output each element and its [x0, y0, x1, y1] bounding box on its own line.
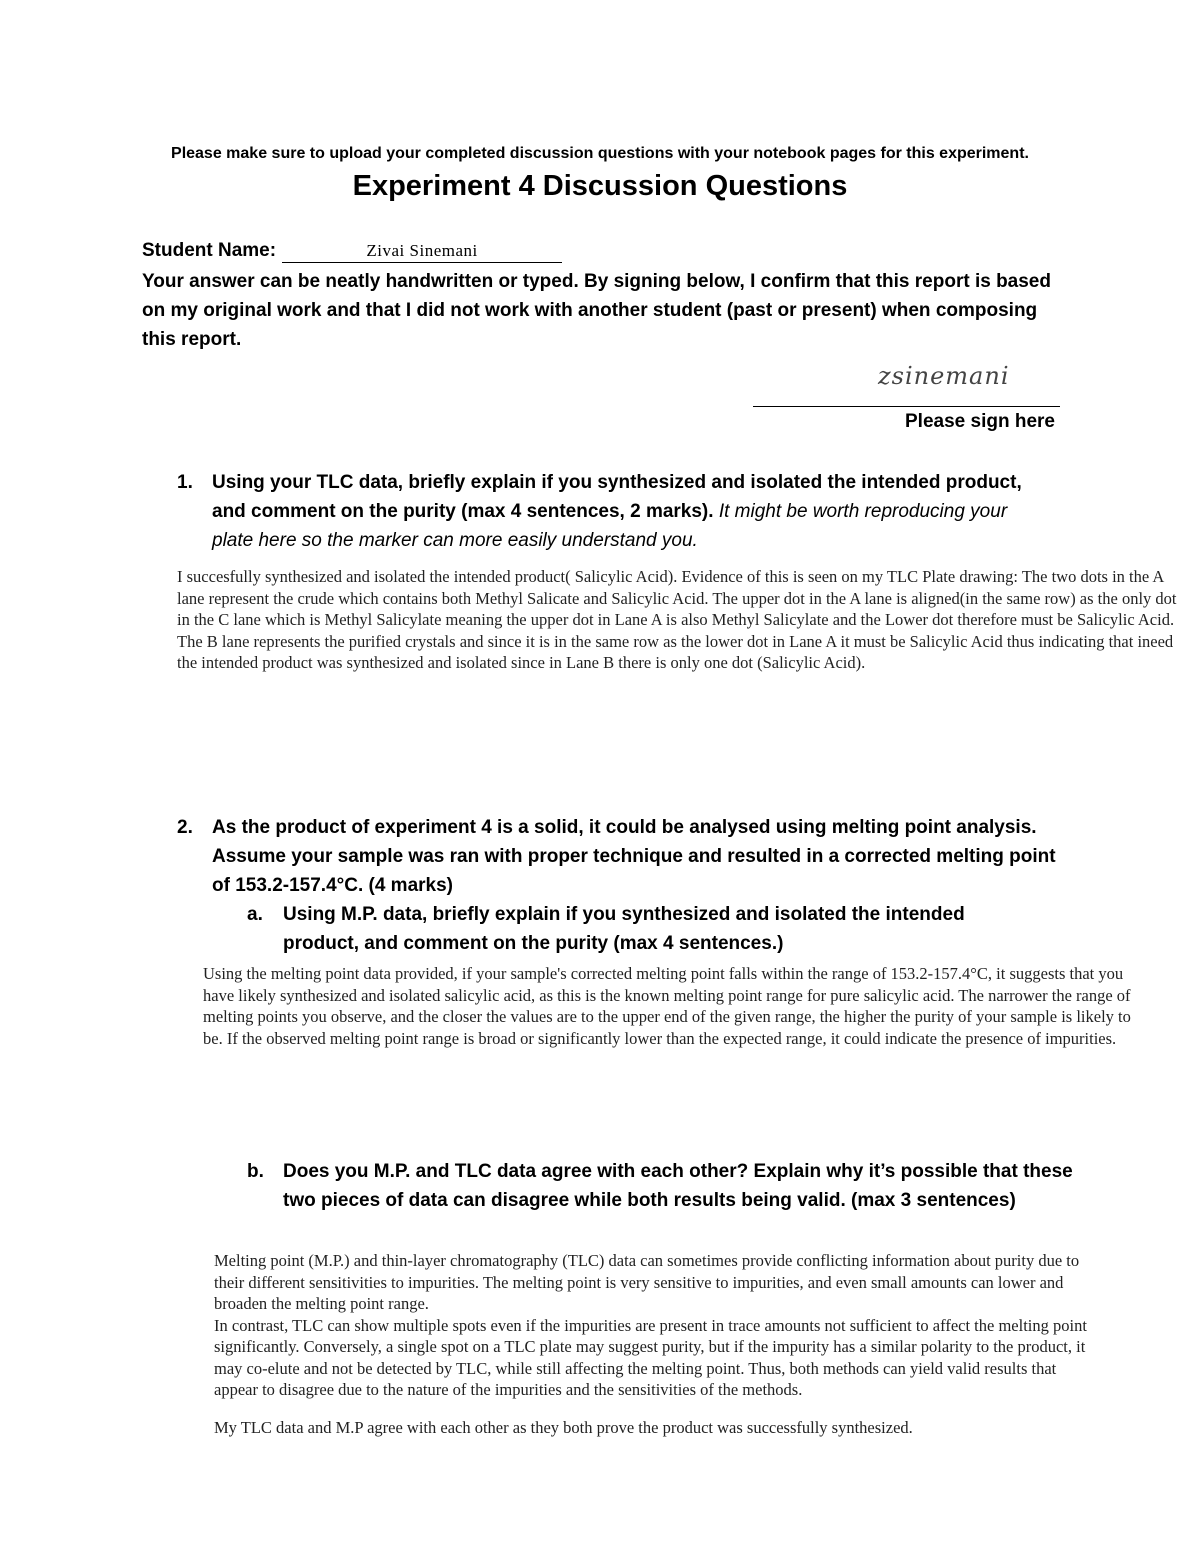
question-2-number: 2.: [177, 817, 193, 838]
honesty-statement: Your answer can be neatly handwritten or typed. By signing below, I confirm that this report is based on my original work and that I did not work with another student (past or present) when composing this report.: [142, 271, 1051, 350]
signature-label: Please sign here: [905, 411, 1055, 432]
question-2b-letter: b.: [247, 1161, 264, 1182]
question-2a-text: Using M.P. data, briefly explain if you synthesized and isolated the intended product, and comment on the purity (max 4 sentences.): [283, 904, 965, 954]
answer-1-text: I succesfully synthesized and isolated the intended product( Salicylic Acid). Evidence of this is seen on my TLC Plate drawing: The two dots in the A lane represent the crude which contains both Methyl Salicate and Salicylic Acid. The upper dot in the A lane is aligned(in the same row) as the only dot in the C lane which is Methyl Salicylate meaning the upper dot in Lane A is also Methyl Salicylate and the Lower dot therefore must be Salicylic Acid. The B lane represents the purified crystals and since it is in the same row as the lower dot in Lane A it must be Salicylic Acid thus indicating that ineed the intended product was synthesized and isolated since in Lane B there is only one dot (Salicylic Acid).: [177, 567, 1177, 672]
answer-2b: [214, 1250, 1089, 1438]
student-name-value: Zivai Sinemani: [282, 240, 562, 263]
answer-2b-paragraph-2: In contrast, TLC can show multiple spots even if the impurities are present in trace amounts not sufficient to affect the melting point significantly. Conversely, a single spot on a TLC plate may suggest purity, but if the impurity has a similar polarity to the product, it may co-elute and not be detected by TLC, while still affecting the melting point. Thus, both methods can yield valid results that appear to disagree due to the nature of the impurities and the sensitivities of the methods.: [214, 1315, 1087, 1399]
answer-2b-paragraph-1: Melting point (M.P.) and thin-layer chromatography (TLC) data can sometimes provide conflicting information about purity due to their different sensitivities to impurities. The melting point is very sensitive to impurities, and even small amounts can lower and broaden the melting point range.: [214, 1251, 1080, 1313]
upload-notice: Please make sure to upload your completed discussion questions with your notebook pages for this experiment.: [171, 145, 1029, 162]
answer-1: [177, 566, 1177, 674]
question-1-main: Using your TLC data, briefly explain if you synthesized and isolated the intended product, and comment on the purity (max 4 sentences, 2 marks).: [212, 472, 1022, 522]
student-name-row: [142, 240, 562, 263]
question-2b-text: Does you M.P. and TLC data agree with each other? Explain why it’s possible that these two pieces of data can disagree while both results being valid. (max 3 sentences): [283, 1161, 1073, 1211]
student-name-label: Student Name:: [142, 240, 277, 261]
question-1-hint: It might be worth reproducing your plate here so the marker can more easily understand you.: [212, 501, 1008, 551]
answer-2a: [203, 963, 1143, 1049]
question-2-text: As the product of experiment 4 is a solid, it could be analysed using melting point analysis. Assume your sample was ran with proper technique and resulted in a corrected melting point of 153.2-157.4°C. (4 marks): [212, 817, 1056, 896]
question-2a-letter: a.: [247, 904, 263, 925]
question-1-number: 1.: [177, 472, 193, 493]
answer-2a-text: Using the melting point data provided, if your sample's corrected melting point falls within the range of 153.2-157.4°C, it suggests that you have likely synthesized and isolated salicylic acid, as this is the known melting point range for pure salicylic acid. The narrower the range of melting points you observe, and the closer the values are to the upper end of the given range, the higher the purity of your sample is likely to be. If the observed melting point range is broad or significantly lower than the expected range, it could indicate the presence of impurities.: [203, 964, 1131, 1048]
answer-2b-paragraph-3: My TLC data and M.P agree with each other as they both prove the product was successfully synthesized.: [214, 1417, 913, 1437]
page-title: Experiment 4 Discussion Questions: [352, 170, 848, 202]
handwritten-signature: zsinemani: [878, 362, 1010, 390]
question-1-text: [212, 468, 1022, 555]
signature-line: [753, 406, 1060, 407]
